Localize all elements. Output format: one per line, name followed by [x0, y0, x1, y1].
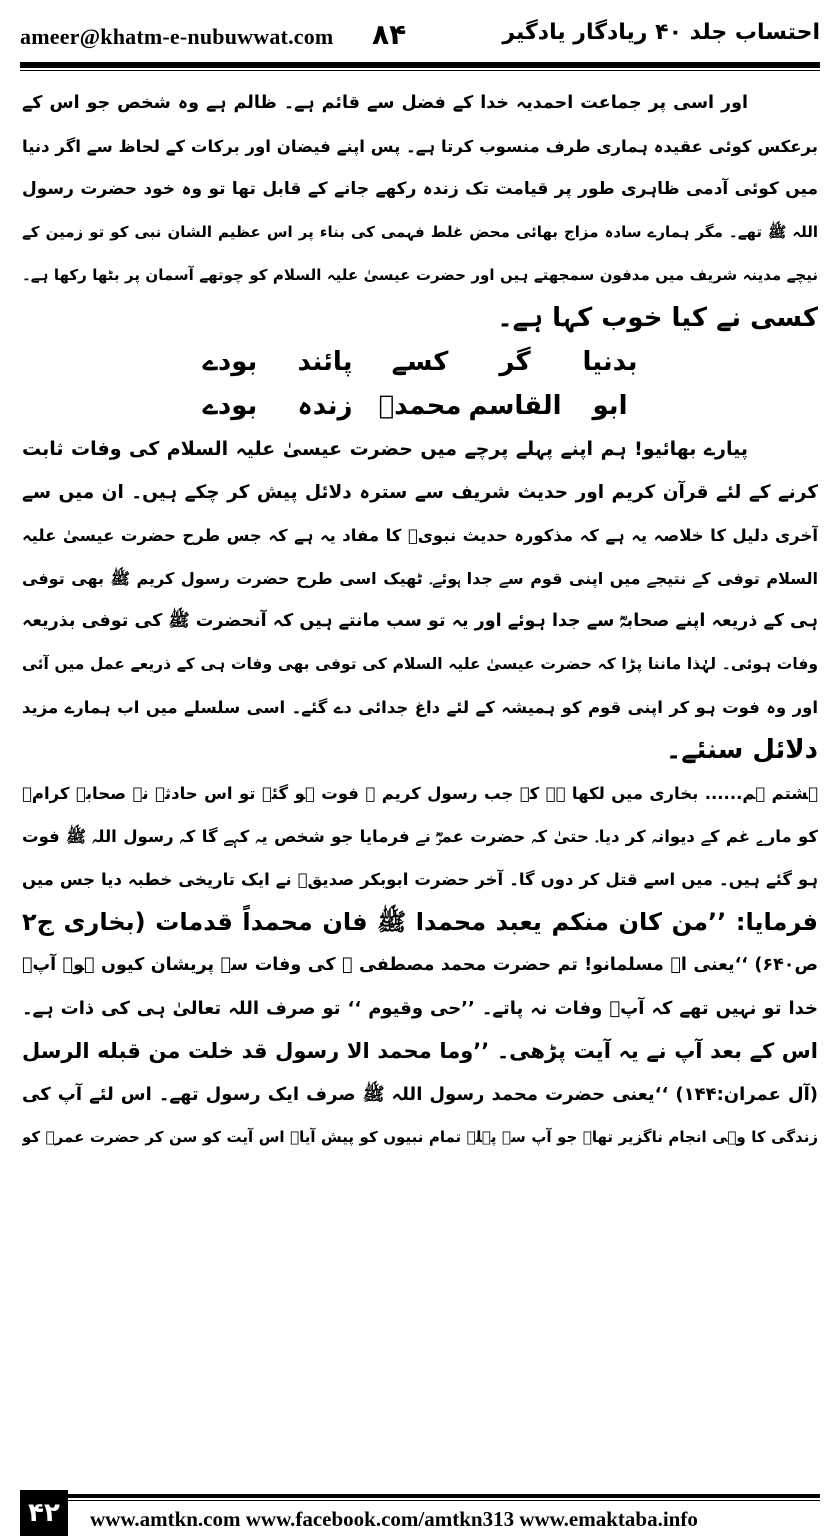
text-line: کسی نے کیا خوب کہا ہے۔	[497, 303, 818, 333]
verse-word: القاسم	[468, 391, 562, 421]
text-line: ہی کے ذریعہ اپنے صحابہؓ سے جدا ہوئے اور یہ تو سب مانتے ہیں کہ آنحضرت ﷺ کی توفی بذریعہ	[22, 611, 818, 631]
page-body	[22, 82, 818, 1159]
text-line: کرنے کے لئے قرآن کریم اور حدیث شریف سے سترہ دلائل پیش کر چکے ہیں۔ ان میں سے	[22, 482, 818, 503]
text-line: اور وہ فوت ہو کر اپنی قوم کو ہمیشہ کے لئے داغ جدائی دے گئے۔ اسی سلسلے میں اب ہمارے مزید	[22, 698, 818, 717]
paragraph-3	[22, 772, 818, 1159]
page-header	[0, 0, 840, 70]
text-line: اور اسی پر جماعت احمدیہ خدا کے فضل سے قائم ہے۔ ظالم ہے وہ شخص جو اس کے	[22, 93, 748, 113]
verse-word: پائند	[297, 347, 353, 377]
text-line: دلائل سنئے۔	[666, 735, 818, 765]
header-page-number: ۸۴	[372, 18, 407, 51]
footer-rule	[20, 1494, 820, 1498]
text-line: فرمایا: ’’من کان منکم یعبد محمدا ﷺ فان محمداً قدمات (بخاری ج۲	[22, 908, 818, 936]
text-line: ہو گئے ہیں۔ میں اسے قتل کر دوں گا۔ آخر حضرت ابوبکر صدیقؓ نے ایک تاریخی خطبہ دیا جس میں	[22, 870, 818, 889]
verse-word: بودے	[202, 391, 258, 421]
verse-word: بدنیا	[582, 347, 638, 377]
text-line: پیارے بھائیو! ہم اپنے پہلے پرچے میں حضرت عیسیٰ علیہ السلام کی وفات ثابت	[22, 438, 748, 460]
verse-word: بودے	[202, 347, 258, 377]
text-line: (آل عمران:۱۴۴) ‘‘یعنی حضرت محمد رسول اللہ ﷺ صرف ایک رسول تھے۔ اس لئے آپ کی	[22, 1084, 818, 1105]
text-line: میں کوئی آدمی ظاہری طور پر قیامت تک زندہ رکھے جانے کے قابل تھا تو وہ خود حضرت رسول	[22, 179, 818, 199]
header-rule	[20, 62, 820, 68]
verse-line	[22, 384, 818, 428]
text-line: اس کے بعد آپ نے یہ آیت پڑھی۔ ’’وما محمد الا رسول قد خلت من قبله الرسل	[22, 1039, 818, 1063]
text-line: نیچے مدینہ شریف میں مدفون سمجھتے ہیں اور حضرت عیسیٰ علیہ السلام کو چوتھے آسمان پر بٹھا رکھا ہے۔	[22, 266, 818, 284]
text-line: ہشتم ہم...... بخاری میں لکھا ہے کہ جب رسول کریم ﷺ فوت ہو گئے تو اس حادثے نے صحابہ کرامؓ	[22, 784, 818, 803]
text-line: کو مارے غم کے دیوانہ کر دیا۔ حتیٰ کہ حضرت عمرؓ نے فرمایا جو شخص یہ کہے گا کہ رسول اللہ ﷺ فوت	[22, 827, 818, 846]
text-line: خدا تو نہیں تھے کہ آپؐ وفات نہ پاتے۔ ’’حی وقیوم ‘‘ تو صرف اللہ تعالیٰ ہی کی ذات ہے۔	[22, 998, 818, 1019]
text-line: ص۶۴۰) ‘‘یعنی اے مسلمانو! تم حضرت محمد مصطفی ﷺ کی وفات سے پریشان کیوں ہو۔ آپؐ	[22, 955, 818, 975]
text-line: وفات ہوئی۔ لہٰذا ماننا پڑا کہ حضرت عیسیٰ علیہ السلام کی توفی بھی وفات ہی کے ذریعے عمل میں آئی	[22, 655, 818, 673]
text-line: آخری دلیل کا خلاصہ یہ ہے کہ مذکورہ حدیث نبویؐ کا مفاد یہ ہے کہ جس طرح حضرت عیسیٰ علیہ	[22, 526, 818, 545]
header-email: ameer@khatm-e-nubuwwat.com	[20, 24, 334, 49]
text-line: السلام توفی کے نتیجے میں اپنی قوم سے جدا ہوئے۔ ٹھیک اسی طرح حضرت رسول کریم ﷺ بھی توفی	[22, 569, 818, 588]
text-line: برعکس کوئی عقیدہ ہماری طرف منسوب کرتا ہے۔ پس اپنے فیضان اور برکات کے لحاظ سے اگر دنیا	[22, 137, 818, 156]
header-rule-thin	[20, 70, 820, 71]
text-line: زندگی کا وہی انجام ناگزیر تھا۔ جو آپ سے پہلے تمام نبیوں کو پیش آیا۔ اس آیت کو سن کر حضرت عمرؓ کو	[22, 1128, 818, 1146]
verse-word: کسے	[391, 347, 449, 377]
poetry-verse	[22, 340, 818, 428]
running-title: احتساب جلد ۴۰ ریادگار یادگیر	[502, 20, 820, 45]
text-line: اللہ ﷺ تھے۔ مگر ہمارے سادہ مزاج بھائی محض غلط فہمی کی بناء پر اس عظیم الشان نبی کو تو زمین کے	[22, 223, 818, 241]
paragraph-2	[22, 428, 818, 772]
footer-page-number: ۴۲	[20, 1490, 68, 1536]
verse-line	[22, 340, 818, 384]
verse-word: محمدؐ	[378, 391, 462, 421]
verse-word: ابو	[592, 391, 628, 421]
footer-links: www.amtkn.com www.facebook.com/amtkn313 www.emaktaba.info	[90, 1507, 698, 1531]
verse-word: گر	[499, 347, 531, 377]
verse-word: زندہ	[297, 391, 353, 421]
footer-rule-thin	[20, 1500, 820, 1501]
paragraph-1	[22, 82, 818, 340]
